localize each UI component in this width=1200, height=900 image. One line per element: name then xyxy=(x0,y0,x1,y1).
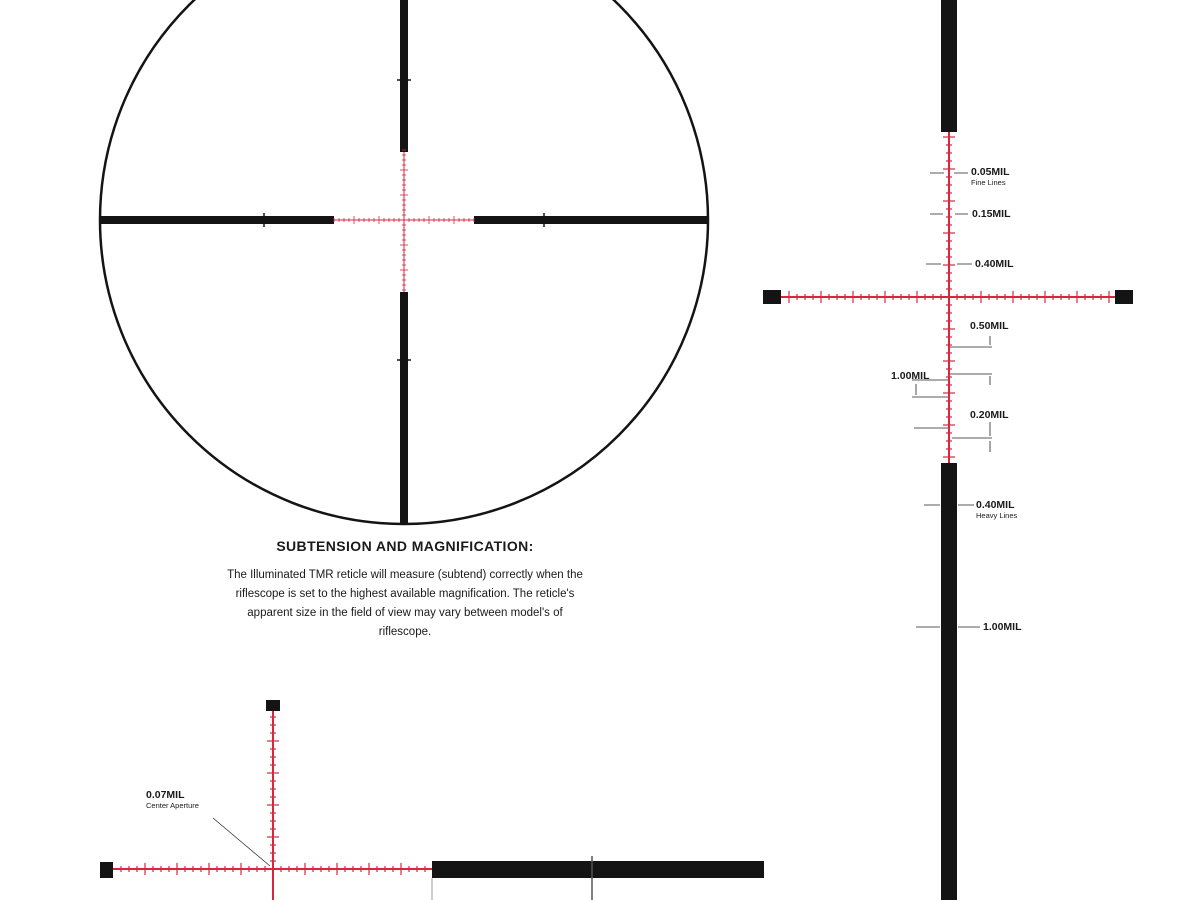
label-value: 1.00MIL xyxy=(983,621,1022,633)
label-heavy-lines xyxy=(976,499,1017,521)
caption-line: riflescope is set to the highest available magnification. The reticle's xyxy=(235,588,575,600)
caption-body xyxy=(150,566,660,642)
label-020 xyxy=(970,409,1009,421)
caption-line: riflescope. xyxy=(378,626,432,638)
caption xyxy=(150,538,660,642)
center-left-post xyxy=(100,862,113,878)
label-sub: Fine Lines xyxy=(971,178,1006,187)
label-040 xyxy=(975,258,1014,270)
aperture-leader xyxy=(213,818,270,866)
top-post xyxy=(400,0,408,152)
detail-bottom-post xyxy=(941,463,957,900)
detail-left-post xyxy=(763,290,781,304)
label-fine-lines xyxy=(971,166,1010,188)
center-detail-reticle xyxy=(100,700,764,900)
label-value: 0.07MIL xyxy=(146,789,185,801)
label-sub: Heavy Lines xyxy=(976,511,1018,520)
bottom-post xyxy=(400,292,408,524)
label-value: 1.00MIL xyxy=(891,370,930,382)
center-top-post xyxy=(266,700,280,711)
right-post xyxy=(474,216,707,224)
detail-reticle xyxy=(763,0,1133,900)
label-value: 0.40MIL xyxy=(975,258,1014,270)
caption-title: SUBTENSION AND MAGNIFICATION: xyxy=(276,538,534,554)
left-post xyxy=(101,216,334,224)
label-center-aperture xyxy=(146,789,199,811)
detail-ticks xyxy=(789,137,1109,457)
detail-right-post xyxy=(1115,290,1133,304)
label-value: 0.40MIL xyxy=(976,499,1015,511)
label-value: 0.05MIL xyxy=(971,166,1010,178)
label-sub: Center Aperture xyxy=(146,801,199,810)
label-100b xyxy=(983,621,1022,633)
detail-top-post xyxy=(941,0,957,132)
label-value: 0.50MIL xyxy=(970,320,1009,332)
label-value: 0.15MIL xyxy=(972,208,1011,220)
scope-view xyxy=(100,0,708,524)
caption-line: The Illuminated TMR reticle will measure (subtend) correctly when the xyxy=(227,569,583,581)
label-050 xyxy=(970,320,1009,332)
label-015 xyxy=(972,208,1011,220)
label-value: 0.20MIL xyxy=(970,409,1009,421)
center-right-post xyxy=(432,861,764,878)
label-100 xyxy=(891,370,930,382)
caption-line: apparent size in the field of view may vary between model's of xyxy=(247,607,563,619)
